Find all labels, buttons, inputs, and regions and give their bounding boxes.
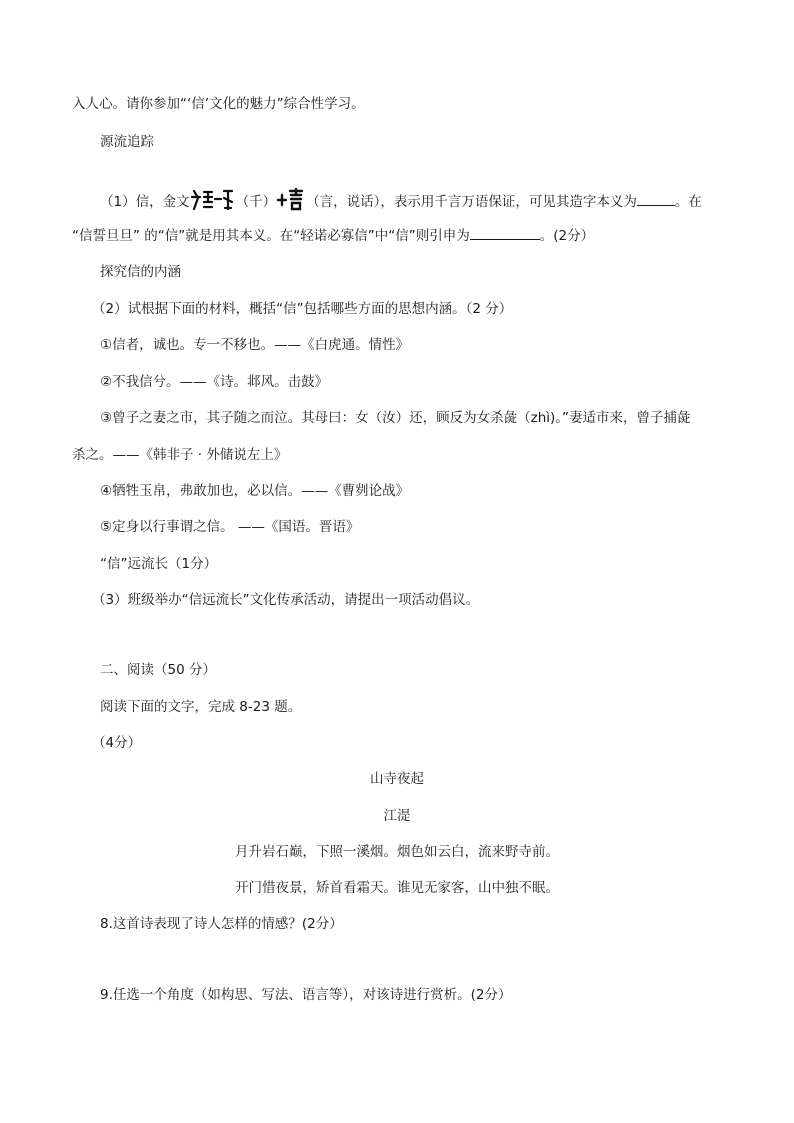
question-3: （3）班级举办“信远流长”文化传承活动，请提出一项活动倡议。 [92, 592, 480, 608]
question-1-line-1 [100, 188, 702, 218]
poem-line-2: 开门惜夜景，矫首看霜天。谁见无家客，山中独不眠。 [235, 880, 559, 896]
poem-line-1: 月升岩石巅，下照一溪烟。烟色如云白，流来野寺前。 [235, 844, 559, 860]
reading-heading: 二、阅读（50 分） [100, 662, 216, 678]
q1-line2-text-b: 。(2分） [539, 228, 595, 244]
bronze-script-yan-glyph [276, 188, 306, 218]
material-3-cont: 杀之。——《韩非子 · 外储说左上》 [72, 447, 288, 463]
question-2: （2）试根据下面的材料，概括“信”包括哪些方面的思想内涵。（2 分） [92, 301, 513, 317]
material-5: ⑤定身以行事谓之信。 ——《国语。晋语》 [100, 519, 360, 535]
q1-text-c: （言，说话），表示用千言万语保证，可见其造字本义为 [306, 194, 637, 210]
material-1: ①信者，诚也。专一不移也。——《白虎通。情性》 [100, 337, 410, 353]
section-heading-spread: “信”远流长（1分） [100, 556, 218, 572]
q1-line2-text-a: “信誓旦旦” 的“信”就是用其本义。在“轻诺必寡信”中“信”则引申为 [72, 228, 470, 244]
material-3: ③曾子之妻之市，其子随之而泣。其母曰：女（汝）还，顾反为女杀彘（zhì)。”妻适市来，曾子捕彘 [100, 410, 691, 426]
section-heading-meaning: 探究信的内涵 [100, 264, 181, 280]
bronze-script-qian-glyph [190, 188, 236, 218]
question-1-line-2 [72, 225, 594, 246]
poem-title: 山寺夜起 [370, 771, 424, 787]
poem-author: 江湜 [383, 808, 411, 824]
material-2: ②不我信兮。——《诗。邶风。击鼓》 [100, 374, 329, 390]
q1-text-b: （千） [235, 194, 277, 210]
intro-line: 入人心。请你参加“‘信’文化的魅力”综合性学习。 [72, 96, 365, 112]
question-9: 9.任选一个角度（如构思、写法、语言等），对该诗进行赏析。(2分） [100, 987, 512, 1003]
q1-text-a: （1）信，金文 [100, 194, 190, 210]
reading-score: （4分） [92, 735, 142, 751]
material-4: ④牺牲玉帛，弗敢加也，必以信。——《曹刿论战》 [100, 483, 410, 499]
question-8: 8.这首诗表现了诗人怎样的情感？(2分） [100, 916, 343, 932]
answer-blank-1[interactable] [637, 191, 675, 206]
q1-text-d: 。在 [674, 194, 702, 210]
reading-instruction: 阅读下面的文字，完成 8-23 题。 [100, 699, 302, 715]
answer-blank-2[interactable] [470, 225, 540, 240]
section-heading-source: 源流追踪 [100, 134, 154, 150]
